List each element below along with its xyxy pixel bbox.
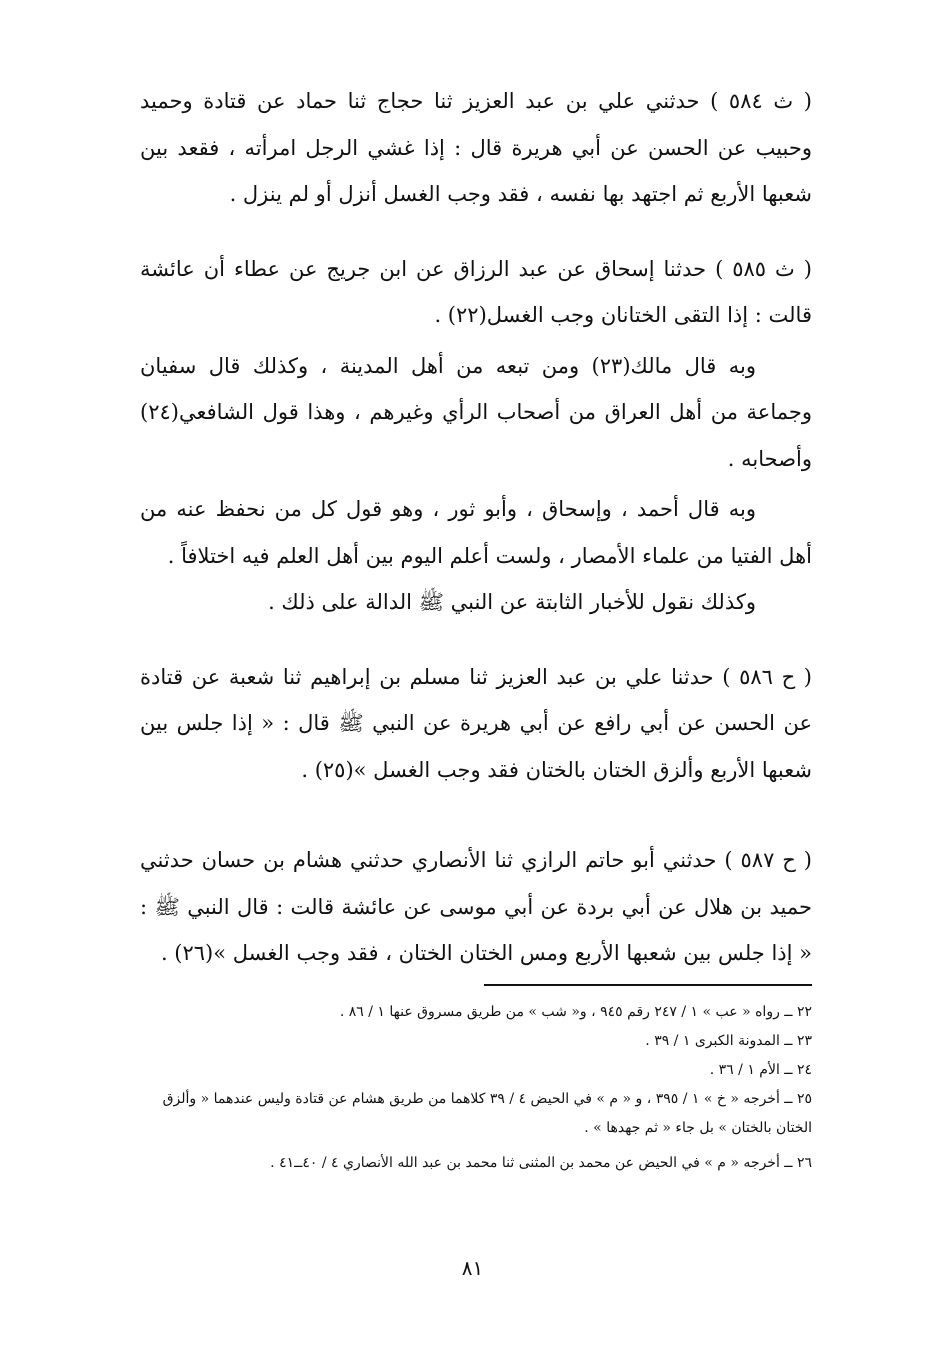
footnote-item: ٢٤ ــ الأم ١ / ٣٦ . [709,1062,812,1078]
page-number: ٨١ [461,1256,484,1280]
footnote-divider [484,984,812,986]
footnotes [150,998,812,1178]
hadith-paragraph: ( ث ٥٨٤ ) حدثني علي بن عبد العزيز ثنا حجاج ثنا حماد عن قتادة وحميد وحبيب عن الحسن عن أبي هريرة قال : إذا غشي الرجل امرأته ، فقعد بين شعبها الأربع ثم اجتهد بها نفسه ، فقد وجب الغسل أنزل أو لم ينزل . [140,89,812,206]
footnote-item: ٢٦ ــ أخرجه « م » في الحيض عن محمد بن المثنى ثنا محمد بن عبد الله الأنصاري ٤ / ٤٠ــ٤١ . [270,1155,812,1171]
commentary-paragraph: وبه قال مالك(٢٣) ومن تبعه من أهل المدينة ، وكذلك قال سفيان وجماعة من أهل العراق من أصحاب الرأي وغيرهم ، وهذا قول الشافعي(٢٤) وأصحابه . [140,353,812,471]
hadith-paragraph: ( ث ٥٨٥ ) حدثنا إسحاق عن عبد الرزاق عن ابن جريج عن عطاء أن عائشة قالت : إذا التقى الختانان وجب الغسل(٢٢) . [140,256,812,327]
main-text [140,78,812,977]
footnote-item: ٢٣ ــ المدونة الكبرى ١ / ٣٩ . [645,1033,812,1049]
footnote-item: ٢٢ ــ رواه « عب » ١ / ٢٤٧ رقم ٩٤٥ ، و« شب » من طريق مسروق عنها ١ / ٨٦ . [339,1004,812,1020]
commentary-paragraph: وكذلك نقول للأخبار الثابتة عن النبي ﷺ الدالة على ذلك . [268,590,756,614]
footnote-item: ٢٥ ــ أخرجه « خ » ١ / ٣٩٥ ، و « م » في الحيض ٤ / ٣٩ كلاهما من طريق هشام عن قتادة وليس عندهما « وألزق الختان بالختان » بل جاء « ثم جهدها » . [162,1091,812,1136]
hadith-paragraph: ( ح ٥٨٦ ) حدثنا علي بن عبد العزيز ثنا مسلم بن إبراهيم ثنا شعبة عن قتادة عن الحسن عن أبي رافع عن أبي هريرة عن النبي ﷺ قال : « إذا جلس بين شعبها الأربع وألزق الختان بالختان فقد وجب الغسل »(٢٥) . [140,664,812,782]
hadith-paragraph: ( ح ٥٨٧ ) حدثني أبو حاتم الرازي ثنا الأنصاري حدثني هشام بن حسان حدثني حميد بن هلال عن أبي بردة عن أبي موسى عن عائشة قالت : قال النبي ﷺ : « إذا جلس بين شعبها الأربع ومس الختان الختان ، فقد وجب الغسل »(٢٦) . [140,848,812,965]
commentary-paragraph: وبه قال أحمد ، وإسحاق ، وأبو ثور ، وهو قول كل من نحفظ عنه من أهل الفتيا من علماء الأمصار ، ولست أعلم اليوم بين أهل العلم فيه اختلافاً . [140,497,812,568]
